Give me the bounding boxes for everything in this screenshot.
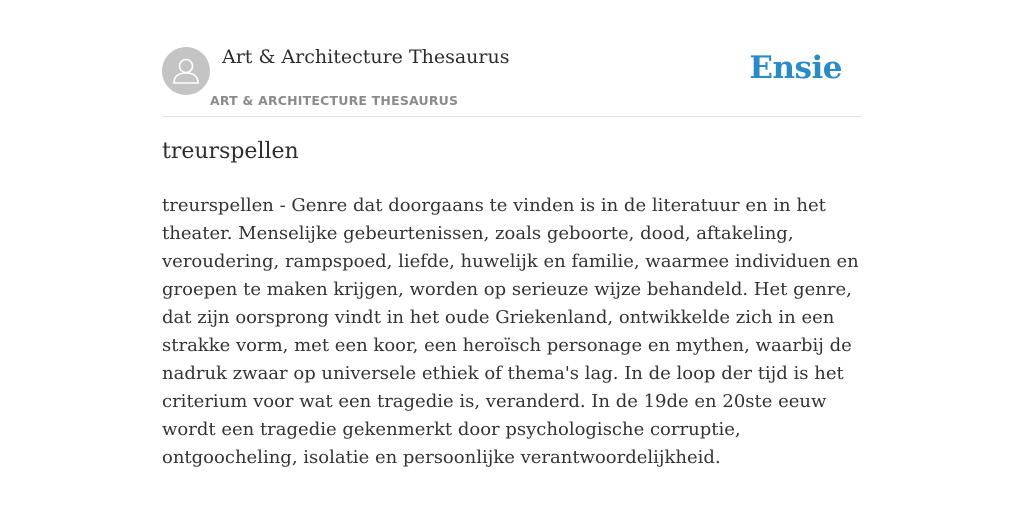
entry-card (162, 0, 862, 468)
entry-term: treurspellen (162, 139, 299, 164)
source-header (162, 0, 862, 117)
source-subtitle[interactable]: ART & ARCHITECTURE THESAURUS (210, 93, 459, 108)
source-title[interactable]: Art & Architecture Thesaurus (222, 46, 510, 68)
entry-definition: treurspellen - Genre dat doorgaans te vinden is in de literatuur en in het theater. Menselijke gebeurtenissen, zoals geboorte, dood, aftakeling, veroudering, rampspoed, liefde, huwelijk en familie, waarmee individuen en groepen te maken krijgen, worden op serieuze wijze behandeld. Het genre, dat zijn oorsprong vindt in het oude Griekenland, ontwikkelde zich in een strakke vorm, met een koor, een heroïsch personage en mythen, waarbij de nadruk zwaar op universele ethiek of thema's lag. In de loop der tijd is het criterium voor wat een tragedie is, veranderd. In de 19de en 20ste eeuw wordt een tragedie gekenmerkt door psychologische corruptie, ontgoocheling, isolatie en persoonlijke verantwoordelijkheid. (162, 195, 859, 468)
user-icon (162, 47, 210, 95)
brand-logo[interactable]: Ensie (749, 50, 842, 86)
avatar[interactable] (162, 47, 210, 95)
